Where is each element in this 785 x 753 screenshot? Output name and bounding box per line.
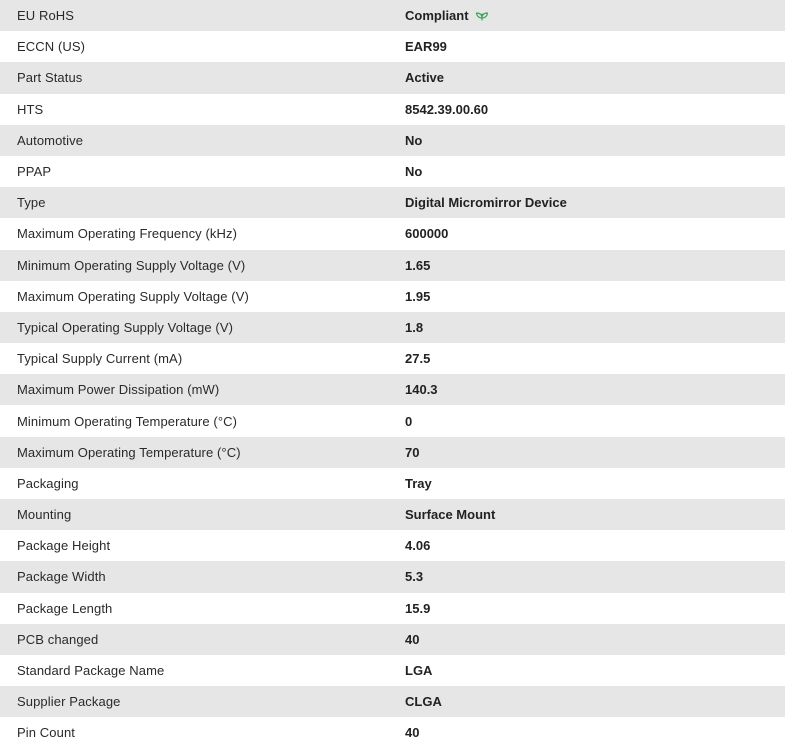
spec-label: Part Status: [0, 62, 405, 93]
spec-value: 140.3: [405, 374, 785, 405]
spec-row-packaging: [0, 468, 785, 499]
spec-value: 8542.39.00.60: [405, 94, 785, 125]
spec-value: 40: [405, 717, 785, 748]
spec-value: 70: [405, 437, 785, 468]
spec-label: EU RoHS: [0, 0, 405, 31]
spec-value: Surface Mount: [405, 499, 785, 530]
spec-label: ECCN (US): [0, 31, 405, 62]
spec-label: PPAP: [0, 156, 405, 187]
spec-row-ppap: [0, 156, 785, 187]
spec-row-automotive: [0, 125, 785, 156]
spec-label: Maximum Operating Frequency (kHz): [0, 218, 405, 249]
spec-value: 1.8: [405, 312, 785, 343]
spec-row-mounting: [0, 499, 785, 530]
spec-label: Minimum Operating Supply Voltage (V): [0, 250, 405, 281]
spec-value: 5.3: [405, 561, 785, 592]
spec-label: Package Height: [0, 530, 405, 561]
spec-row-standard-package-name: [0, 655, 785, 686]
spec-value: 4.06: [405, 530, 785, 561]
spec-value: Active: [405, 62, 785, 93]
spec-label: Minimum Operating Temperature (°C): [0, 405, 405, 436]
spec-value: 1.95: [405, 281, 785, 312]
spec-row-typ-supply-voltage: [0, 312, 785, 343]
spec-label: Maximum Operating Supply Voltage (V): [0, 281, 405, 312]
spec-label: Type: [0, 187, 405, 218]
spec-row-typ-supply-current: [0, 343, 785, 374]
spec-row-pin-count: [0, 717, 785, 748]
spec-label: Package Length: [0, 593, 405, 624]
spec-label: Standard Package Name: [0, 655, 405, 686]
spec-value: 15.9: [405, 593, 785, 624]
spec-value: Digital Micromirror Device: [405, 187, 785, 218]
spec-row-hts: [0, 94, 785, 125]
spec-value: 1.65: [405, 250, 785, 281]
spec-row-package-width: [0, 561, 785, 592]
spec-label: Packaging: [0, 468, 405, 499]
spec-row-part-status: [0, 62, 785, 93]
spec-row-eccn: [0, 31, 785, 62]
spec-label: Maximum Operating Temperature (°C): [0, 437, 405, 468]
spec-row-eu-rohs: [0, 0, 785, 31]
spec-value: EAR99: [405, 31, 785, 62]
spec-row-pcb-changed: [0, 624, 785, 655]
spec-value: LGA: [405, 655, 785, 686]
spec-value: 27.5: [405, 343, 785, 374]
spec-row-type: [0, 187, 785, 218]
spec-label: Maximum Power Dissipation (mW): [0, 374, 405, 405]
spec-label: PCB changed: [0, 624, 405, 655]
spec-row-max-supply-voltage: [0, 281, 785, 312]
spec-row-min-op-temperature: [0, 405, 785, 436]
spec-label: Package Width: [0, 561, 405, 592]
spec-label: HTS: [0, 94, 405, 125]
spec-value: 600000: [405, 218, 785, 249]
spec-row-supplier-package: [0, 686, 785, 717]
spec-row-package-length: [0, 593, 785, 624]
spec-value-text: Compliant: [405, 8, 469, 24]
spec-value: No: [405, 125, 785, 156]
spec-row-max-op-temperature: [0, 437, 785, 468]
spec-label: Typical Operating Supply Voltage (V): [0, 312, 405, 343]
spec-row-package-height: [0, 530, 785, 561]
spec-row-max-op-frequency: [0, 218, 785, 249]
spec-label: Typical Supply Current (mA): [0, 343, 405, 374]
spec-label: Supplier Package: [0, 686, 405, 717]
spec-value: [405, 0, 785, 31]
spec-value: No: [405, 156, 785, 187]
spec-label: Pin Count: [0, 717, 405, 748]
spec-row-max-power-dissipation: [0, 374, 785, 405]
spec-row-min-supply-voltage: [0, 250, 785, 281]
spec-value: CLGA: [405, 686, 785, 717]
spec-label: Automotive: [0, 125, 405, 156]
spec-value: 0: [405, 405, 785, 436]
leaf-icon: [475, 9, 489, 21]
spec-label: Mounting: [0, 499, 405, 530]
spec-value: 40: [405, 624, 785, 655]
spec-value: Tray: [405, 468, 785, 499]
